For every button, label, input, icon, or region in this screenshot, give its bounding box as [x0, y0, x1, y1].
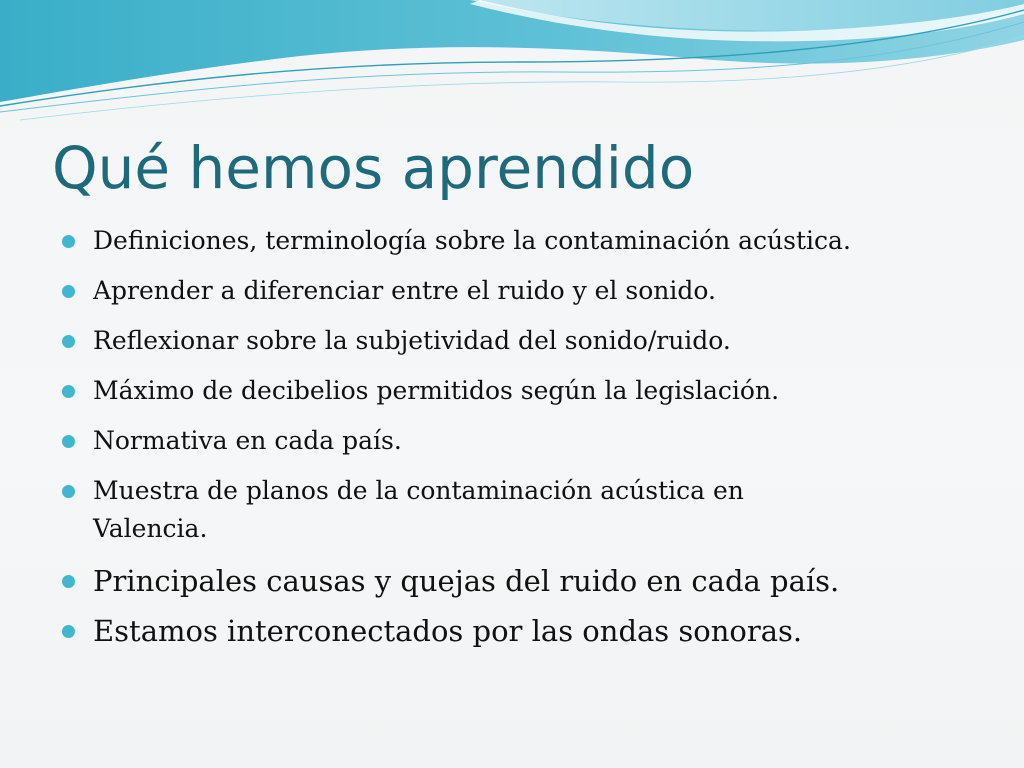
bullet-item [62, 560, 862, 602]
bullet-marker-icon [62, 385, 75, 398]
bullet-text: Máximo de decibelios permitidos según la legislación. [93, 376, 780, 405]
bullet-text: Reflexionar sobre la subjetividad del sonido/ruido. [93, 326, 731, 355]
bullet-item [62, 472, 862, 548]
bullet-item [62, 422, 862, 460]
bullet-item [62, 272, 862, 310]
bullet-marker-icon [62, 485, 75, 498]
bullet-text: Definiciones, terminología sobre la contaminación acústica. [93, 226, 851, 255]
bullet-marker-icon [62, 235, 75, 248]
bullet-text: Normativa en cada país. [93, 426, 402, 455]
bullet-text: Estamos interconectados por las ondas sonoras. [93, 614, 803, 648]
bullet-item [62, 322, 862, 360]
bullet-marker-icon [62, 625, 75, 638]
bullet-item [62, 372, 862, 410]
bullet-marker-icon [62, 575, 75, 588]
bullet-marker-icon [62, 435, 75, 448]
bullet-marker-icon [62, 335, 75, 348]
bullet-item [62, 610, 862, 652]
bullet-item [62, 222, 862, 260]
bullet-list [62, 222, 862, 660]
bullet-text: Principales causas y quejas del ruido en cada país. [93, 564, 840, 598]
bullet-text: Muestra de planos de la contaminación acústica en Valencia. [93, 476, 744, 543]
decorative-wave-banner [0, 0, 1024, 130]
bullet-text: Aprender a diferenciar entre el ruido y el sonido. [93, 276, 716, 305]
bullet-marker-icon [62, 285, 75, 298]
slide-title: Qué hemos aprendido [52, 134, 695, 202]
